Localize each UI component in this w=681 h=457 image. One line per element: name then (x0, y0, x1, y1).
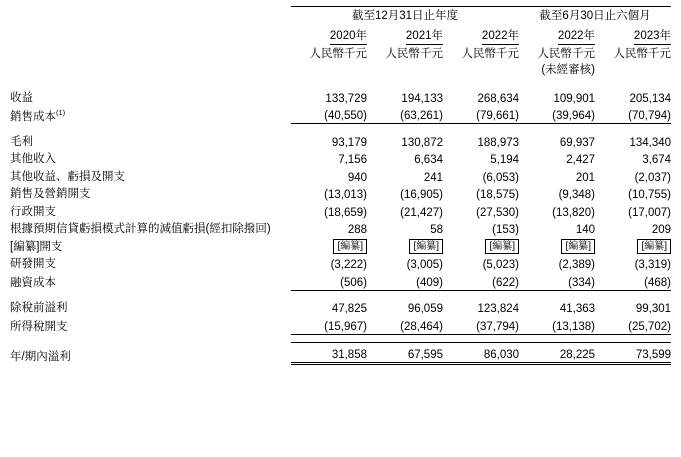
row-value: (3,005) (406, 259, 443, 271)
financial-table (10, 6, 671, 365)
table-row (10, 105, 671, 124)
row-gap (10, 334, 671, 342)
header-unit-1: 人民幣千元 (385, 48, 443, 60)
row-value: 41,363 (559, 303, 596, 315)
row-value: 188,973 (477, 136, 520, 149)
row-value: (10,755) (628, 189, 672, 201)
table-row (10, 271, 671, 290)
row-value (595, 236, 671, 254)
header-year-1: 2021年 (367, 27, 443, 45)
row-value: (3,222) (330, 259, 367, 271)
row-label: 所得稅開支 (10, 321, 68, 333)
row-value: 47,825 (331, 303, 367, 315)
row-value: 288 (347, 224, 367, 236)
row-value (443, 236, 519, 254)
header-year-2: 2022年 (443, 27, 519, 45)
row-value: 940 (347, 171, 367, 184)
row-value: 133,729 (325, 92, 367, 105)
row-value: (13,138) (519, 315, 595, 334)
row-value: 7,156 (338, 154, 367, 166)
row-value: (28,464) (367, 315, 443, 334)
row-value: 28,225 (519, 342, 595, 364)
redacted-value: [編纂] (485, 239, 519, 254)
row-value (519, 236, 595, 254)
row-value: (2,037) (634, 171, 672, 184)
row-label: 其他收益、虧損及開支 (10, 170, 125, 183)
row-value: 67,595 (367, 342, 443, 364)
row-value: (3,319) (634, 259, 672, 271)
header-group-row (10, 7, 671, 24)
header-subnote-row (10, 61, 671, 77)
row-label: 銷售成本$^{(1)}$ (10, 107, 66, 123)
row-value: (13,013) (324, 189, 367, 201)
table-row (10, 87, 671, 105)
row-value: (27,530) (476, 206, 520, 219)
table-row (10, 254, 671, 272)
row-value: 194,133 (401, 92, 443, 105)
header-year-4: 2023年 (595, 27, 671, 45)
row-label: [編纂]開支 (10, 240, 63, 253)
header-group-0: 截至12月31日止年度 (291, 7, 519, 24)
row-value: (70,794) (595, 105, 671, 124)
row-value: (13,820) (552, 206, 596, 219)
header-subnote-1 (367, 61, 443, 77)
row-label: 年/期內溢利 (10, 350, 71, 363)
row-value: (622) (443, 271, 519, 290)
table-row (10, 315, 671, 334)
row-value: 69,937 (559, 136, 596, 149)
header-subnote-4 (595, 61, 671, 77)
table-row (10, 184, 671, 202)
row-value: (25,702) (595, 315, 671, 334)
row-value: (17,007) (628, 206, 672, 219)
row-label: 根據預期信貸虧損模式計算的減值虧損(經扣除撥回) (10, 223, 271, 235)
row-value: (506) (291, 271, 367, 290)
row-value: (39,964) (519, 105, 595, 124)
header-body-gap (10, 77, 671, 87)
row-value: 241 (423, 171, 443, 184)
row-value: 140 (575, 224, 596, 236)
row-value: 201 (575, 171, 596, 184)
row-label: 毛利 (10, 135, 33, 148)
financial-table-body (10, 7, 671, 364)
row-value: 209 (651, 224, 672, 236)
table-row (10, 236, 671, 254)
row-label: 銷售及營銷開支 (10, 188, 91, 200)
row-value: 134,340 (629, 136, 672, 149)
row-value: 3,674 (642, 154, 672, 166)
header-year-0: 2020年 (291, 27, 367, 45)
row-value: 130,872 (401, 136, 443, 149)
header-spacer (10, 61, 291, 77)
table-row (10, 166, 671, 184)
gap-cell (10, 124, 671, 132)
row-value: 31,858 (291, 342, 367, 364)
row-value: (15,967) (291, 315, 367, 334)
header-unit-3: 人民幣千元 (537, 48, 596, 60)
header-unit-0: 人民幣千元 (309, 48, 367, 60)
row-label: 收益 (10, 91, 33, 104)
row-gap (10, 290, 671, 298)
row-value: (9,348) (558, 189, 596, 201)
row-value: 5,194 (490, 154, 520, 166)
row-value: (153) (492, 224, 520, 236)
header-year-row (10, 27, 671, 45)
redacted-value: [編纂] (409, 239, 443, 254)
row-value: 6,634 (414, 154, 443, 166)
header-subnote-3: (未經審核) (541, 64, 596, 76)
row-value (291, 236, 367, 254)
row-label: 融資成本 (10, 277, 56, 289)
gap-cell (10, 77, 671, 87)
row-label: 行政開支 (10, 205, 56, 218)
row-value: (468) (595, 271, 671, 290)
redacted-value: [編纂] (333, 239, 367, 254)
row-value: (5,023) (482, 259, 520, 271)
header-spacer (10, 45, 291, 61)
header-group-1: 截至6月30日止六個月 (519, 7, 671, 24)
redacted-value: [編纂] (637, 239, 671, 254)
row-value: (16,905) (400, 189, 443, 201)
footnote-marker: (1) (56, 107, 66, 117)
row-value: 109,901 (553, 92, 596, 105)
table-row (10, 149, 671, 167)
header-unit-4: 人民幣千元 (613, 48, 672, 60)
row-value (367, 236, 443, 254)
row-value: (6,053) (482, 171, 520, 184)
row-value: 86,030 (443, 342, 519, 364)
table-row (10, 131, 671, 149)
table-row (10, 298, 671, 316)
row-value: (21,427) (400, 206, 443, 219)
row-value: (40,550) (291, 105, 367, 124)
table-row (10, 201, 671, 219)
table-row (10, 342, 671, 364)
row-value: (37,794) (443, 315, 519, 334)
row-value: 99,301 (635, 303, 672, 315)
row-label: 除稅前溢利 (10, 302, 68, 314)
gap-cell (10, 334, 671, 342)
gap-cell (10, 290, 671, 298)
row-value: (63,261) (367, 105, 443, 124)
row-value: (2,389) (558, 259, 596, 271)
row-value: 123,824 (477, 303, 520, 315)
row-label: 研發開支 (10, 258, 56, 270)
header-subnote-0 (291, 61, 367, 77)
header-spacer (10, 7, 291, 24)
header-unit-2: 人民幣千元 (461, 48, 520, 60)
row-value: 2,427 (566, 154, 596, 166)
table-row (10, 219, 671, 237)
row-value: (18,575) (476, 189, 520, 201)
row-value: 205,134 (629, 92, 672, 105)
row-value: 96,059 (407, 303, 443, 315)
row-value: 93,179 (331, 136, 367, 149)
header-spacer (10, 27, 291, 45)
row-value: (18,659) (324, 206, 367, 219)
header-subnote-2 (443, 61, 519, 77)
row-value: 268,634 (477, 92, 520, 105)
row-value: 73,599 (595, 342, 671, 364)
header-year-3: 2022年 (519, 27, 595, 45)
row-value: 58 (430, 224, 443, 236)
redacted-value: [編纂] (561, 239, 595, 254)
header-unit-row (10, 45, 671, 61)
row-label: 其他收入 (10, 153, 56, 165)
row-gap (10, 124, 671, 132)
row-value: (409) (367, 271, 443, 290)
row-value: (334) (519, 271, 595, 290)
row-value: (79,661) (443, 105, 519, 124)
